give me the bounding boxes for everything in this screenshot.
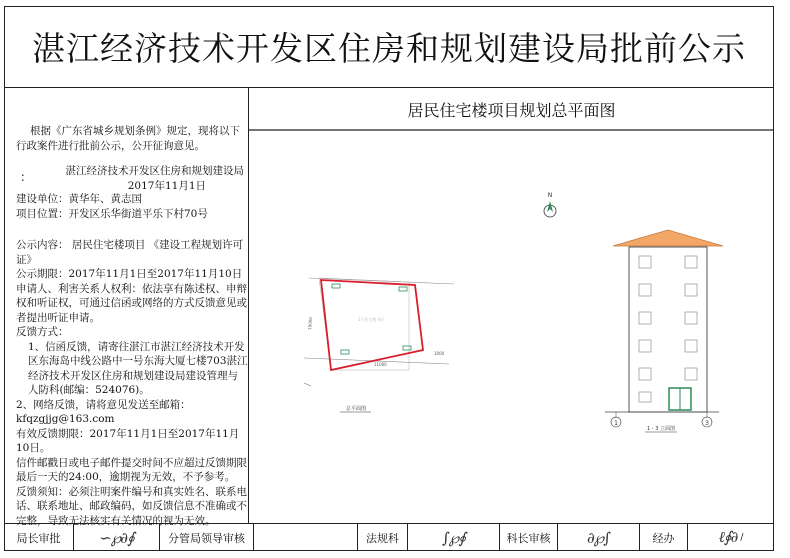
notes-text: 必须注明案件编号和真实姓名、联系电话、联系地址、邮政编码，如反馈信息不准确或不完整，导致无法核实有关情况的视为无效。 <box>16 485 247 527</box>
building-roof <box>613 230 723 246</box>
law-signature: ∫℘∮ <box>408 524 500 551</box>
notice-text-panel <box>4 88 249 527</box>
leader-label: 分管局领导审核 <box>160 524 254 551</box>
valid-period: 有效反馈期限：2017年11月1日至2017年11月10日。 <box>16 427 240 454</box>
period-line: 公示期限：2017年11月1日至2017年11月10日 <box>16 268 243 280</box>
building-elevation <box>605 230 723 432</box>
section-signature: ∂℘∫ <box>558 524 640 551</box>
issue-date: 2017年11月1日 <box>127 180 206 192</box>
page-title: 湛江经济技术开发区住房和规划建设局批前公示 <box>4 6 774 88</box>
approval-row <box>4 523 774 551</box>
applicant-line: 建设单位：黄华年、黄志国 <box>16 193 142 205</box>
project-info <box>16 192 246 221</box>
page-mark: / <box>740 532 744 543</box>
law-label: 法规科 <box>358 524 408 551</box>
site-marker-ne <box>399 287 407 291</box>
deadline-note: 信件邮戳日或电子邮件提交时间不应超过反馈期限最后一天的24:00，逾期视为无效，不予参考。 <box>16 456 247 483</box>
leader-signature <box>254 524 358 551</box>
notes-paragraph <box>16 485 248 529</box>
intro-paragraph: 根据《广东省城乡规划条例》规定，现将以下行政案件进行批前公示，公开征询意见。 <box>16 125 240 152</box>
feedback-heading: 反馈方式： <box>16 326 69 338</box>
notes-label: 反馈须知： <box>16 485 69 498</box>
axis-label-left: 1 <box>614 420 618 427</box>
location-line: 项目位置：开发区乐华街道平乐下村70号 <box>16 207 208 220</box>
notice-details <box>16 238 248 528</box>
dimension-width: 11000 <box>374 362 387 367</box>
chief-signature: ∽℘∂∮ <box>74 524 160 551</box>
drawing-panel <box>249 88 774 523</box>
site-marker-se <box>403 346 411 350</box>
handler-label: 经办 <box>640 524 688 551</box>
elevation-label: 1 - 3 立面图 <box>647 426 675 432</box>
north-arrow-icon <box>544 192 556 217</box>
north-label: N <box>547 192 553 199</box>
feedback-mail: 1、信函反馈，请寄往湛江市湛江经济技术开发区东海岛中线公路中一号东海大厦七楼703湛江经济技术开发区住房和规划建设局建设管理与人防科(邮编：524076)。 <box>28 340 248 396</box>
section-label: 科长审核 <box>500 524 558 551</box>
issuer-name: 湛江经济技术开发区住房和规划建设局 <box>65 165 244 177</box>
drawing-svg <box>249 88 774 523</box>
site-plan-label: 总平面图 <box>346 406 367 412</box>
dimension-height: 19000 <box>307 316 314 331</box>
axis-label-right: 3 <box>705 420 709 427</box>
drawing-title: 居民住宅楼项目规划总平面图 <box>407 100 616 120</box>
chief-label: 局长审批 <box>4 524 74 551</box>
handler-signature: ℓ∮∂ / <box>718 528 744 546</box>
site-plan <box>304 278 454 412</box>
dimension-side: 1000 <box>434 351 445 356</box>
building-facade <box>629 247 707 412</box>
bullet-mark: ： <box>20 170 33 184</box>
site-center-label: 1号住宅楼 4层 <box>357 317 385 322</box>
content-line: 公示内容： 居民住宅楼项目 《建设工程规划许可证》 <box>16 239 244 266</box>
site-marker-nw <box>332 284 340 288</box>
feedback-web: 2、网络反馈，请将意见发送至邮箱：kfqzgjjg@163.com <box>16 398 191 425</box>
rights-paragraph: 申请人、利害关系人权利：依法享有陈述权、申辩权和听证权，可通过信函或网络的方式反馈意见或者提出听证申请。 <box>16 282 247 324</box>
site-outline <box>321 280 423 370</box>
site-marker-sw <box>341 350 349 354</box>
